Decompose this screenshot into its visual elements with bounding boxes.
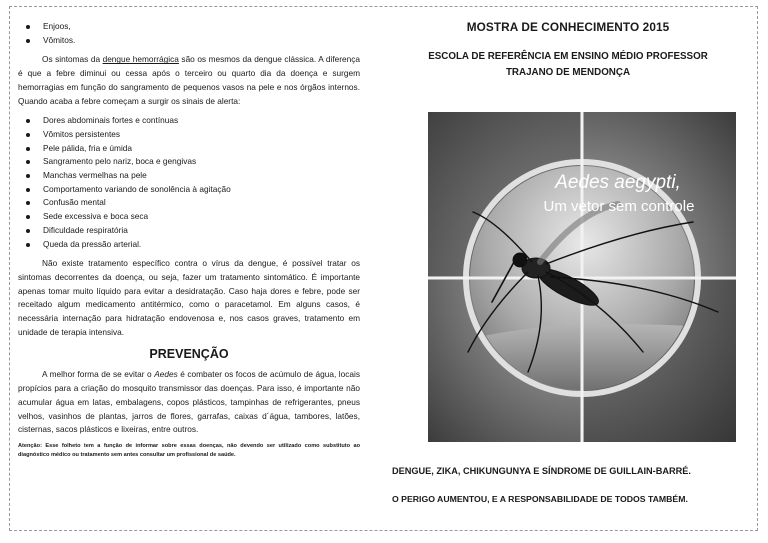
slogan-line: O PERIGO AUMENTOU, E A RESPONSABILIDADE DE TODOS TAMBÉM. [392,494,688,504]
list-item: Manchas vermelhas na pele [18,169,360,183]
school-name [388,49,748,81]
list-item: Confusão mental [18,196,360,210]
left-column [18,20,360,466]
list-item: Enjoos, [18,20,360,34]
dengue-hemorragica-term: dengue hemorrágica [102,54,179,65]
aedes-term: Aedes [154,369,178,380]
list-item: Pele pálida, fria e úmida [18,142,360,156]
list-item: Comportamento variando de sonolência à agitação [18,183,360,197]
prevention-heading: PREVENÇÃO [149,347,229,362]
text-span: são os mesmos da dengue clássica. A diferença é que a febre diminui ou cessa após o terceiro ou quarto dia da doença e surgem hemorragias em função do sangramento de pequenos vasos na pele e nos órgãos internos. Quando acaba a febre começam a surgir os sinais de alerta: [18,54,360,106]
list-item: Queda da pressão arterial. [18,238,360,252]
list-item: Sede excessiva e boca seca [18,210,360,224]
photo-caption-subtitle: Um vetor sem controle [543,198,695,215]
school-name-line-2: TRAJANO DE MENDONÇA [505,67,631,78]
treatment-paragraph: Não existe tratamento específico contra o vírus da dengue, é possível tratar os sintomas decorrentes da doença, ou seja, fazer um tratamento sintomático. É importante apenas tomar muito líquido para evitar a desidratação. Caso haja dores e febre, pode ser receitado algum medicamento antitérmico, como o paracetamol. Em alguns casos, é necessária internação para hidratação endovenosa e, nos casos graves, tratamento em unidade de terapia intensiva. [18,258,360,337]
event-title: MOSTRA DE CONHECIMENTO 2015 [466,20,670,34]
hemorrhagic-paragraph [18,53,360,108]
disclaimer-notice: Atenção: Esse folheto tem a função de informar sobre essas doenças, não devendo ser utilizado como substituto ao diagnóstico médico ou tratamento sem antes consultar um profissional de saúde. [18,442,360,458]
list-item: Dores abdominais fortes e contínuas [18,114,360,128]
right-column [388,20,748,504]
list-item: Dificuldade respiratória [18,224,360,238]
photo-caption-title: Aedes aegypti, [555,172,681,193]
symptom-list-continued [18,20,360,47]
mosquito-target-photo [428,112,736,442]
diseases-line: DENGUE, ZIKA, CHIKUNGUNYA E SÍNDROME DE GUILLAIN-BARRÉ. [392,466,691,476]
list-item: Vômitos. [18,34,360,48]
alert-signs-list [18,114,360,251]
text-span: Os sintomas da [42,54,103,65]
text-span: é combater os focos de acúmulo de água, locais propícios para a criação do mosquito transmissor das doenças. Para isso, é importante não acumular água em latas, embalagens, copos plásticos, tampinhas de refrigerantes, pneus velhos, vasinhos de plantas, jarros de flores, garrafas, caixas d´água, tambores, latões, cisternas, sacos plásticos e lixeiras, entre outros. [18,369,360,435]
text-span: A melhor forma de se evitar o [42,369,155,380]
prevention-paragraph [18,368,360,437]
list-item: Vômitos persistentes [18,128,360,142]
school-name-line-1: ESCOLA DE REFERÊNCIA EM ENSINO MÉDIO PROFESSOR [428,51,708,62]
list-item: Sangramento pelo nariz, boca e gengivas [18,155,360,169]
